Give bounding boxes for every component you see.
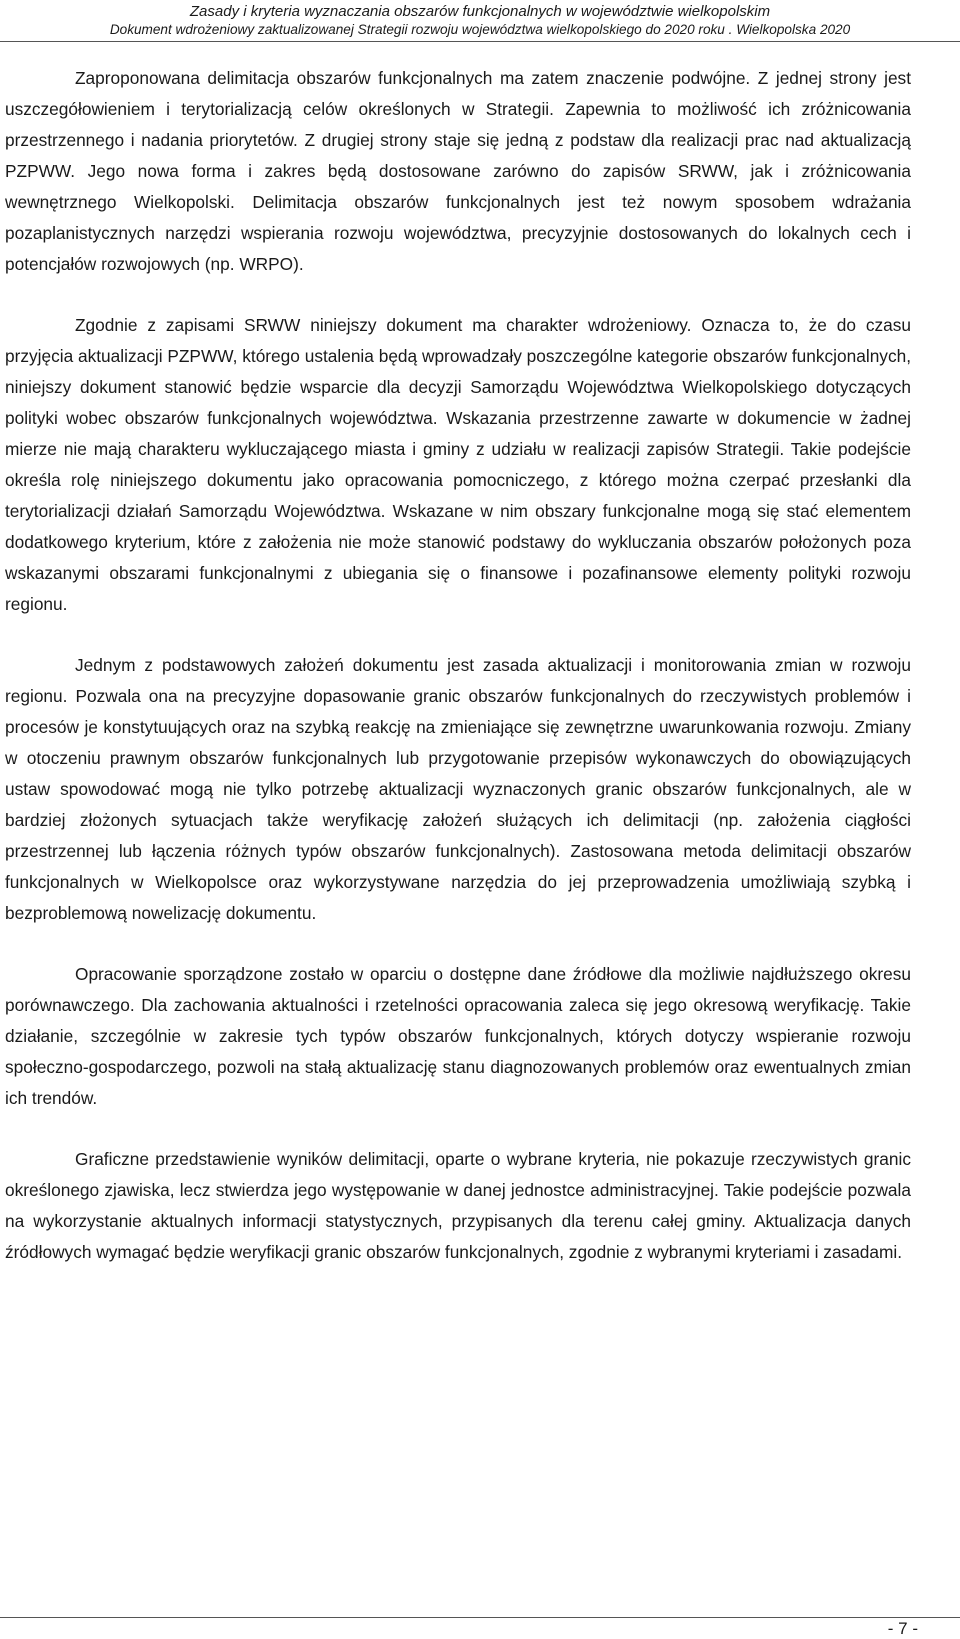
header-subtitle: Dokument wdrożeniowy zaktualizowanej Strategii rozwoju województwa wielkopolskiego do 2020 roku . Wielkopolska 2020 — [109, 22, 851, 37]
paragraph-1: Zaproponowana delimitacja obszarów funkcjonalnych ma zatem znaczenie podwójne. Z jednej strony jest uszczegółowieniem i terytorializacją celów określonych w Strategii. Zapewnia to możliwość ich zróżnicowania przestrzennego i nadania priorytetów. Z drugiej strony staje się jedną z podstaw dla realizacji prac nad aktualizacją PZPWW. Jego nowa forma i zakres będą dostosowane zarówno do zapisów SRWW, jak i zróżnicowania wewnętrznego Wielkopolski. Delimitacja obszarów funkcjonalnych jest też nowym sposobem wdrażania pozaplanistycznych narzędzi wspierania rozwoju województwa, precyzyjnie dostosowanych do lokalnych cech i potencjałów rozwojowych (np. WRPO). — [5, 68, 911, 274]
document-body — [5, 63, 911, 1298]
header-title: Zasady i kryteria wyznaczania obszarów funkcjonalnych w województwie wielkopolskim — [189, 3, 771, 20]
page-footer — [0, 1617, 960, 1639]
paragraph-2: Zgodnie z zapisami SRWW niniejszy dokument ma charakter wdrożeniowy. Oznacza to, że do czasu przyjęcia aktualizacji PZPWW, którego ustalenia będą wprowadzały poszczególne kategorie obszarów funkcjonalnych, niniejszy dokument stanowić będzie wsparcie dla decyzji Samorządu Województwa Wielkopolskiego dotyczących polityki wobec obszarów funkcjonalnych województwa. Wskazania przestrzenne zawarte w dokumencie w żadnej mierze nie mają charakteru wykluczającego miasta i gminy z udziału w realizacji zapisów Strategii. Takie podejście określa rolę niniejszego dokumentu jako opracowania pomocniczego, z którego można czerpać przesłanki dla terytorializacji działań Samorządu Województwa. Wskazane w nim obszary funkcjonalne mogą się stać elementem dodatkowego kryterium, które z założenia nie może stanowić podstawy do wykluczania obszarów położonych poza wskazanymi obszarami funkcjonalnymi z ubiegania się o finansowe i pozafinansowe elementy polityki rozwoju regionu. — [5, 315, 911, 614]
page-header — [0, 0, 960, 42]
paragraph-3: Jednym z podstawowych założeń dokumentu jest zasada aktualizacji i monitorowania zmian w rozwoju regionu. Pozwala ona na precyzyjne dopasowanie granic obszarów funkcjonalnych do rzeczywistych problemów i procesów je konstytuujących oraz na szybką reakcję na zmieniające się zewnętrzne uwarunkowania rozwoju. Zmiany w otoczeniu prawnym obszarów funkcjonalnych lub przygotowanie przepisów wykonawczych do obowiązujących ustaw spowodować mogą nie tylko potrzebę aktualizacji wyznaczonych granic obszarów funkcjonalnych, ale w bardziej złożonych sytuacjach także weryfikację założeń służących ich delimitacji (np. założenia ciągłości przestrzennej lub łączenia różnych typów obszarów funkcjonalnych). Zastosowana metoda delimitacji obszarów funkcjonalnych w Wielkopolsce oraz wykorzystywane narzędzia do jej przeprowadzenia umożliwiają szybką i bezproblemową nowelizację dokumentu. — [5, 655, 911, 923]
header-divider — [0, 41, 960, 42]
page-number: - 7 - — [887, 1619, 918, 1638]
paragraph-4: Opracowanie sporządzone zostało w oparciu o dostępne dane źródłowe dla możliwie najdłuższego okresu porównawczego. Dla zachowania aktualności i rzetelności opracowania zaleca się jego okresową weryfikację. Takie działanie, szczególnie w zakresie tych typów obszarów funkcjonalnych, których dotyczy wspieranie rozwoju społeczno-gospodarczego, pozwoli na stałą aktualizację stanu diagnozowanych problemów oraz ewentualnych zmian ich trendów. — [5, 964, 911, 1108]
footer-divider — [0, 1617, 960, 1618]
paragraph-5: Graficzne przedstawienie wyników delimitacji, oparte o wybrane kryteria, nie pokazuje rzeczywistych granic określonego zjawiska, lecz stwierdza jego występowanie w danej jednostce administracyjnej. Takie podejście pozwala na wykorzystanie aktualnych informacji statystycznych, przypisanych dla terenu całej gminy. Aktualizacja danych źródłowych wymagać będzie weryfikacji granic obszarów funkcjonalnych, zgodnie z wybranymi kryteriami i zasadami. — [5, 1149, 911, 1262]
